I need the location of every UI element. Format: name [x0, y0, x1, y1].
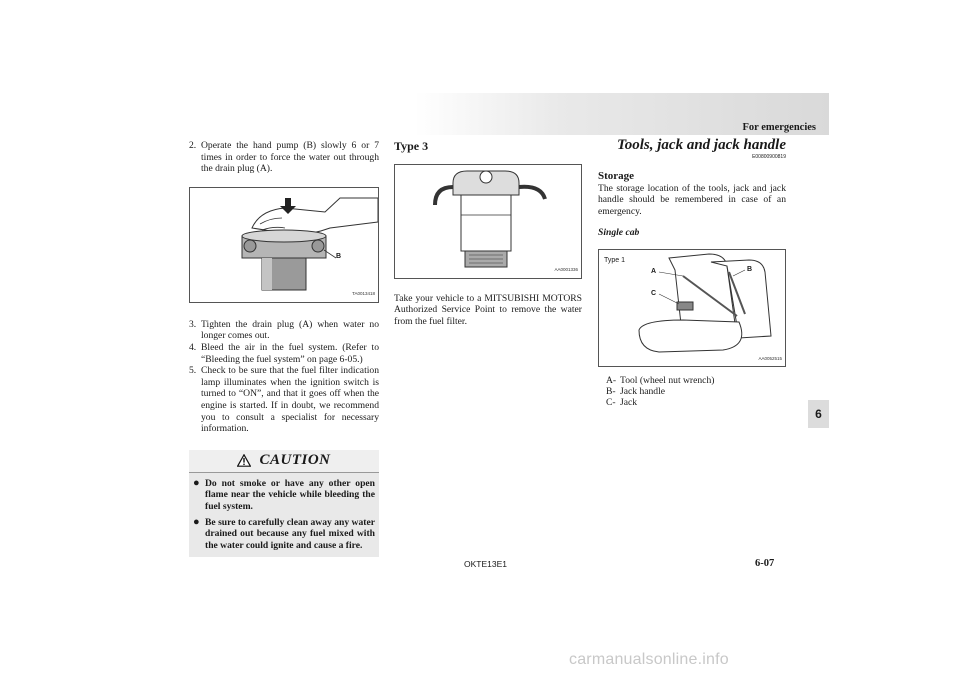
- step-4: [189, 342, 379, 365]
- caution-box: [189, 450, 379, 557]
- legend-text: Jack: [620, 397, 638, 409]
- caution-bullet: [189, 512, 379, 551]
- section-title: For emergencies: [742, 122, 816, 133]
- figure-code: AA0052515: [758, 355, 782, 361]
- seat-storage-illustration: [599, 250, 785, 366]
- column-middle: [394, 140, 582, 327]
- caution-text: Be sure to carefully clean away any water drained out because any fuel mixed with the water could ignite and cause a fire.: [205, 516, 375, 551]
- step-number: 2.: [189, 140, 197, 151]
- figure-code: TA0013418: [352, 291, 375, 297]
- fuel-filter-figure: [394, 164, 582, 279]
- step-text: Operate the hand pump (B) slowly 6 or 7 times in order to force the water out through the drain plug (A).: [201, 140, 379, 175]
- storage-text: The storage location of the tools, jack and jack handle should be remembered in case of an emergency.: [598, 182, 786, 217]
- single-cab-label: Single cab: [598, 226, 640, 238]
- footer-code: OKTE13E1: [464, 559, 507, 569]
- step-3: [189, 319, 379, 342]
- callout-b: B: [747, 266, 753, 274]
- caution-header: [189, 450, 379, 473]
- callout-b: B: [336, 252, 342, 260]
- step-2: [189, 140, 379, 175]
- hand-pump-illustration: [190, 188, 378, 302]
- legend-key: C-: [606, 397, 616, 409]
- caution-title: CAUTION: [259, 451, 331, 468]
- bullet-dot-icon: ●: [193, 515, 200, 528]
- step-text: Bleed the air in the fuel system. (Refer to “Bleeding the fuel system” on page 6-05.): [201, 341, 379, 365]
- legend-text: Jack handle: [620, 386, 666, 398]
- legend-item: [606, 397, 786, 408]
- callout-c: C: [651, 290, 657, 298]
- legend-item: [606, 375, 786, 386]
- warning-triangle-icon: [237, 454, 251, 467]
- step-text: Check to be sure that the fuel filter indication lamp illuminates when the ignition switch is turned to “ON”, and that it goes off when the engine is started. If in doubt, we recommend you to consult a specialist for necessary information.: [201, 365, 379, 435]
- section-code: E00800900819: [752, 153, 786, 160]
- bullet-dot-icon: ●: [193, 476, 200, 489]
- figure-type-label: Type 1: [604, 257, 626, 265]
- legend-key: A-: [606, 375, 617, 387]
- legend-key: B-: [606, 386, 616, 398]
- callout-a: A: [651, 268, 657, 276]
- legend-text: Tool (wheel nut wrench): [620, 375, 715, 387]
- step-number: 3.: [189, 318, 197, 330]
- legend-item: [606, 386, 786, 397]
- type3-text: Take your vehicle to a MITSUBISHI MOTORS Authorized Service Point to remove the water from the fuel filter.: [394, 292, 582, 327]
- chapter-tab: 6: [808, 400, 829, 428]
- page-number: 6-07: [755, 558, 775, 569]
- step-number: 5.: [189, 365, 197, 377]
- figure-code: AA0001336: [554, 267, 578, 272]
- column-right: [598, 137, 786, 409]
- steps-list: [189, 319, 379, 435]
- seat-storage-figure: [598, 249, 786, 367]
- step-number: 4.: [189, 341, 197, 353]
- column-left: [189, 140, 379, 557]
- storage-heading: Storage: [598, 170, 635, 183]
- step-5: [189, 365, 379, 435]
- type3-heading: Type 3: [394, 139, 429, 153]
- caution-text: Do not smoke or have any other open flame near the vehicle while bleeding the fuel system.: [205, 477, 375, 512]
- page-title: Tools, jack and jack handle: [616, 137, 786, 153]
- legend-list: [598, 375, 786, 408]
- step-text: Tighten the drain plug (A) when water no longer comes out.: [201, 318, 379, 342]
- fuel-filter-illustration: [395, 165, 581, 278]
- caution-bullet: [189, 473, 379, 512]
- watermark: carmanualsonline.info: [569, 651, 729, 668]
- hand-pump-figure: [189, 187, 379, 303]
